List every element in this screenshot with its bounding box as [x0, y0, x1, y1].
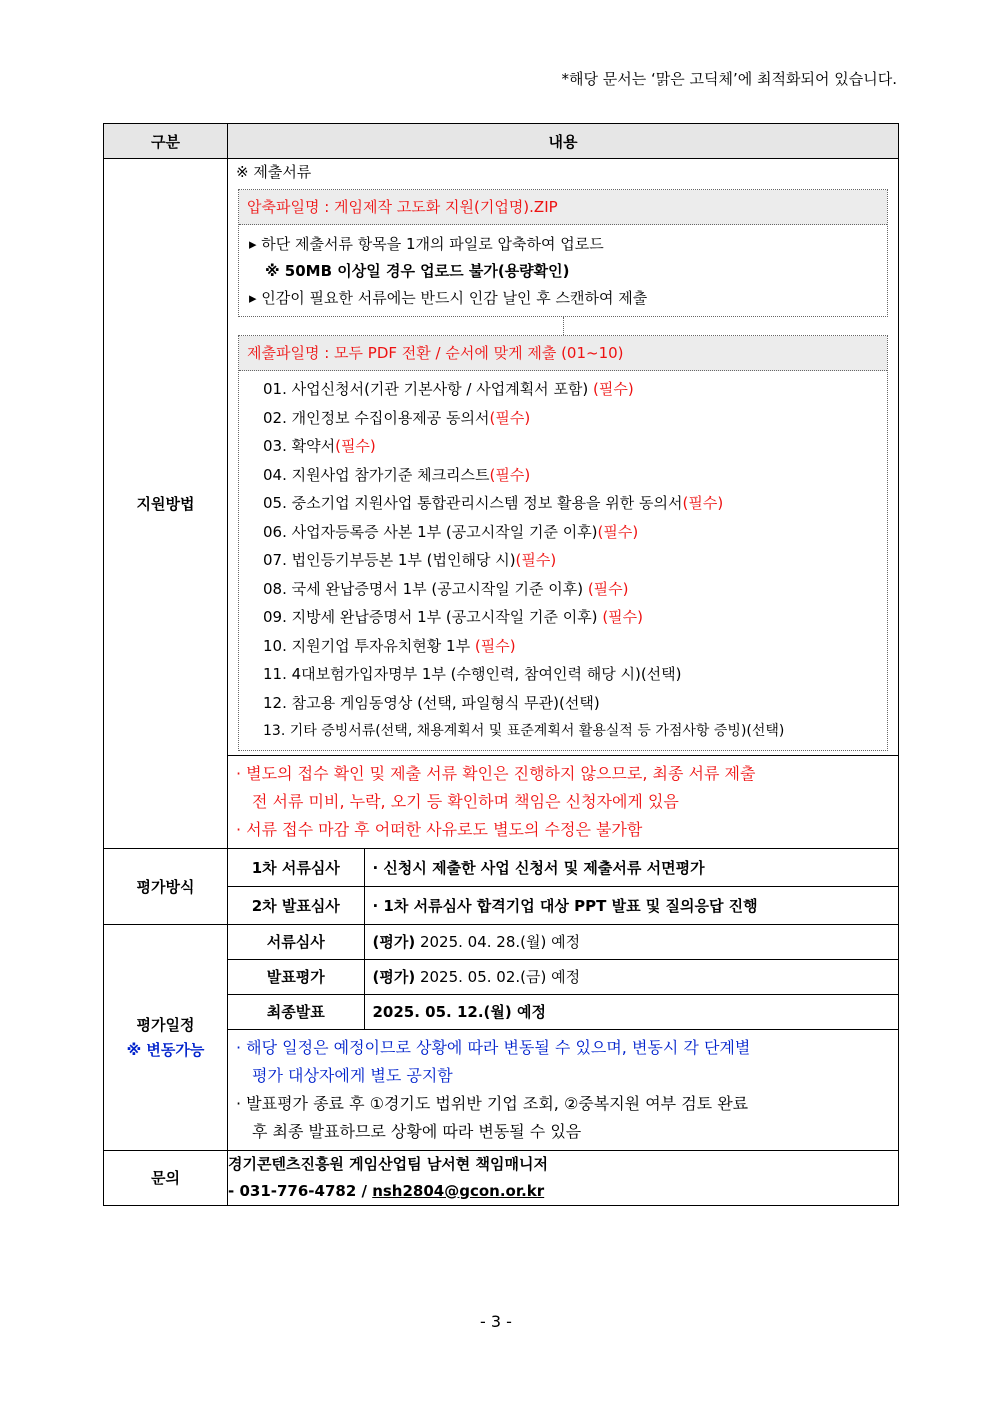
table-row: 최종발표 2025. 05. 12.(월) 예정	[228, 994, 898, 1029]
page-number: - 3 -	[480, 1312, 512, 1331]
document-list	[239, 371, 887, 750]
warning-line-3: · 서류 접수 마감 후 어떠한 사유로도 별도의 수정은 불가함	[236, 819, 643, 839]
list-item: 11. 4대보험가입자명부 1부 (수행인력, 참여인력 해당 시)(선택)	[263, 665, 682, 683]
list-item: 04. 지원사업 참가기준 체크리스트(필수)	[263, 465, 531, 484]
zip-box	[238, 189, 888, 317]
submission-warnings	[228, 755, 898, 848]
warning-line-2: 전 서류 미비, 누락, 오기 등 확인하며 책임은 신청자에게 있음	[252, 791, 679, 811]
zip-instruction-1: ▸ 하단 제출서류 항목을 1개의 파일로 압축하여 업로드	[249, 235, 604, 253]
support-method-label: 지원방법	[104, 159, 228, 849]
contact-person: 경기콘텐츠진흥원 게임산업팀 남서현 책임매니저	[228, 1154, 548, 1173]
list-item: 08. 국세 완납증명서 1부 (공고시작일 기준 이후) (필수)	[263, 579, 629, 598]
evaluation-method-label: 평가방식	[104, 848, 228, 924]
schedule-notes: · 해당 일정은 예정이므로 상황에 따라 변동될 수 있으며, 변동시 각 단계별 평가 대상자에게 별도 공지함 · 발표평가 종료 후 ①경기도 법위반 기업 조회, ②중복지원 여부 검토 완료 후 최종 발표하므로 상황에 따라 변동될 수 있음	[236, 1037, 751, 1141]
list-item: 12. 참고용 게임동영상 (선택, 파일형식 무관)(선택)	[263, 693, 600, 712]
schedule-table	[228, 925, 898, 1030]
list-item: 01. 사업신청서(기관 기본사항 / 사업계획서 포함) (필수)	[263, 380, 634, 398]
file-box	[238, 335, 888, 751]
contact-phone: - 031-776-4782 /	[228, 1181, 373, 1200]
list-item: 07. 법인등기부등본 1부 (법인해당 시)(필수)	[263, 551, 557, 569]
contact-row	[104, 1150, 899, 1205]
warning-line-1: · 별도의 접수 확인 및 제출 서류 확인은 진행하지 않으므로, 최종 서류 제출	[236, 763, 756, 783]
evaluation-schedule-row	[104, 924, 899, 1150]
application-info-table	[103, 123, 899, 1206]
zip-filename-title: 압축파일명 : 게임제작 고도화 지원(기업명).ZIP	[239, 190, 887, 225]
evaluation-method-row	[104, 848, 899, 924]
table-header-row	[104, 124, 899, 159]
table-row: 1차 서류심사 · 신청시 제출한 사업 신청서 및 제출서류 서면평가	[228, 849, 898, 887]
list-item: 02. 개인정보 수집이용제공 동의서(필수)	[263, 408, 531, 427]
zip-instruction-3: ▸ 인감이 필요한 서류에는 반드시 인감 날인 후 스캔하여 제출	[249, 289, 648, 307]
list-item: 05. 중소기업 지원사업 통합관리시스템 정보 활용을 위한 동의서(필수)	[263, 494, 724, 512]
box-connector	[563, 317, 564, 335]
list-item: 13. 기타 증빙서류(선택, 채용계획서 및 표준계획서 활용실적 등 가점사항 증빙)(선택)	[263, 723, 785, 739]
file-naming-title: 제출파일명 : 모두 PDF 전환 / 순서에 맞게 제출 (01~10)	[239, 336, 887, 371]
header-category: 구분	[104, 124, 228, 159]
evaluation-table	[228, 849, 898, 924]
list-item: 03. 확약서(필수)	[263, 437, 376, 455]
contact-email-link[interactable]: nsh2804@gcon.or.kr	[372, 1181, 545, 1200]
list-item: 10. 지원기업 투자유치현황 1부 (필수)	[263, 636, 516, 655]
contact-label: 문의	[104, 1150, 228, 1205]
list-item: 09. 지방세 완납증명서 1부 (공고시작일 기준 이후) (필수)	[263, 608, 643, 626]
submission-docs-heading: ※ 제출서류	[236, 163, 312, 181]
table-row: 2차 발표심사 · 1차 서류심사 합격기업 대상 PPT 발표 및 질의응답 진행	[228, 886, 898, 924]
table-row: 서류심사 (평가) 2025. 04. 28.(월) 예정	[228, 925, 898, 960]
schedule-change-note: ※ 변동가능	[126, 1041, 205, 1059]
contact-info	[228, 1150, 899, 1205]
zip-instructions	[239, 225, 887, 316]
font-note: *해당 문서는 ‘맑은 고딕체’에 최적화되어 있습니다.	[561, 70, 897, 88]
zip-instruction-2: ※ 50MB 이상일 경우 업로드 불가(용량확인)	[265, 262, 570, 280]
table-row: 발표평가 (평가) 2025. 05. 02.(금) 예정	[228, 959, 898, 994]
list-item: 06. 사업자등록증 사본 1부 (공고시작일 기준 이후)(필수)	[263, 522, 639, 541]
evaluation-schedule-label: 평가일정	[136, 1016, 195, 1034]
support-method-row	[104, 159, 899, 849]
header-content: 내용	[228, 124, 899, 159]
support-method-content	[228, 159, 899, 849]
